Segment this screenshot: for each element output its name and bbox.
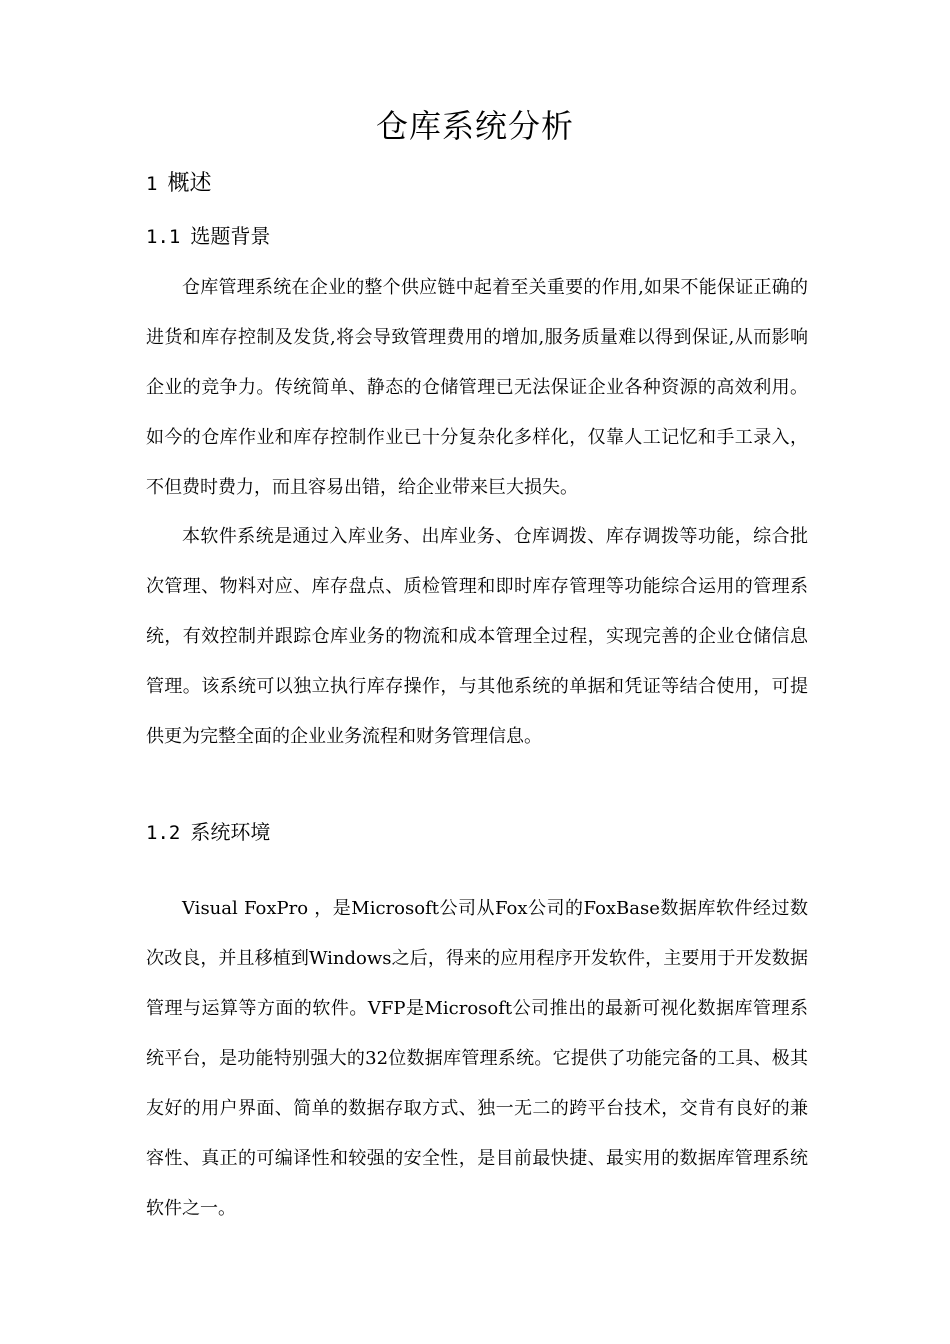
subsection-number: 1.2 — [146, 822, 181, 844]
section-heading-text: 概述 — [167, 171, 212, 196]
paragraph-environment-1: Visual FoxPro ，是Microsoft公司从Fox公司的FoxBase数据库软件经过数次改良，并且移植到Windows之后，得来的应用程序开发软件，主要用于开发数据管理与运算等方面的软件。VFP是Microsoft公司推出的最新可视化数据库管理系统平台，是功能特别强大的32位数据库管理系统。它提供了功能完备的工具、极其友好的用户界面、简单的数据存取方式、独一无二的跨平台技术，交肯有良好的兼容性、真正的可编译性和较强的安全性，是目前最快捷、最实用的数据库管理系统软件之一。 — [146, 898, 808, 1219]
paragraph-background-1: 仓库管理系统在企业的整个供应链中起着至关重要的作用,如果不能保证正确的进货和库存控制及发货,将会导致管理费用的增加,服务质量难以得到保证,从而影响企业的竞争力。传统简单、静态的仓储管理已无法保证企业各种资源的高效利用。如今的仓库作业和库存控制作业已十分复杂化多样化，仅靠人工记忆和手工录入，不但费时费力，而且容易出错，给企业带来巨大损失。 — [146, 277, 808, 498]
document-title: 仓库系统分析 — [375, 107, 574, 145]
subsection-heading-text: 选题背景 — [190, 224, 271, 248]
subsection-heading-environment — [146, 816, 270, 849]
section-heading-overview — [146, 166, 211, 202]
subsection-number: 1.1 — [146, 226, 181, 248]
paragraph-background-2: 本软件系统是通过入库业务、出库业务、仓库调拨、库存调拨等功能，综合批次管理、物料对应、库存盘点、质检管理和即时库存管理等功能综合运用的管理系统，有效控制并跟踪仓库业务的物流和成本管理全过程，实现完善的企业仓储信息管理。该系统可以独立执行库存操作，与其他系统的单据和凭证等结合使用，可提供更为完整全面的企业业务流程和财务管理信息。 — [146, 526, 808, 747]
section-number: 1 — [146, 173, 158, 195]
subsection-heading-text: 系统环境 — [190, 820, 271, 844]
subsection-heading-background — [146, 220, 270, 253]
